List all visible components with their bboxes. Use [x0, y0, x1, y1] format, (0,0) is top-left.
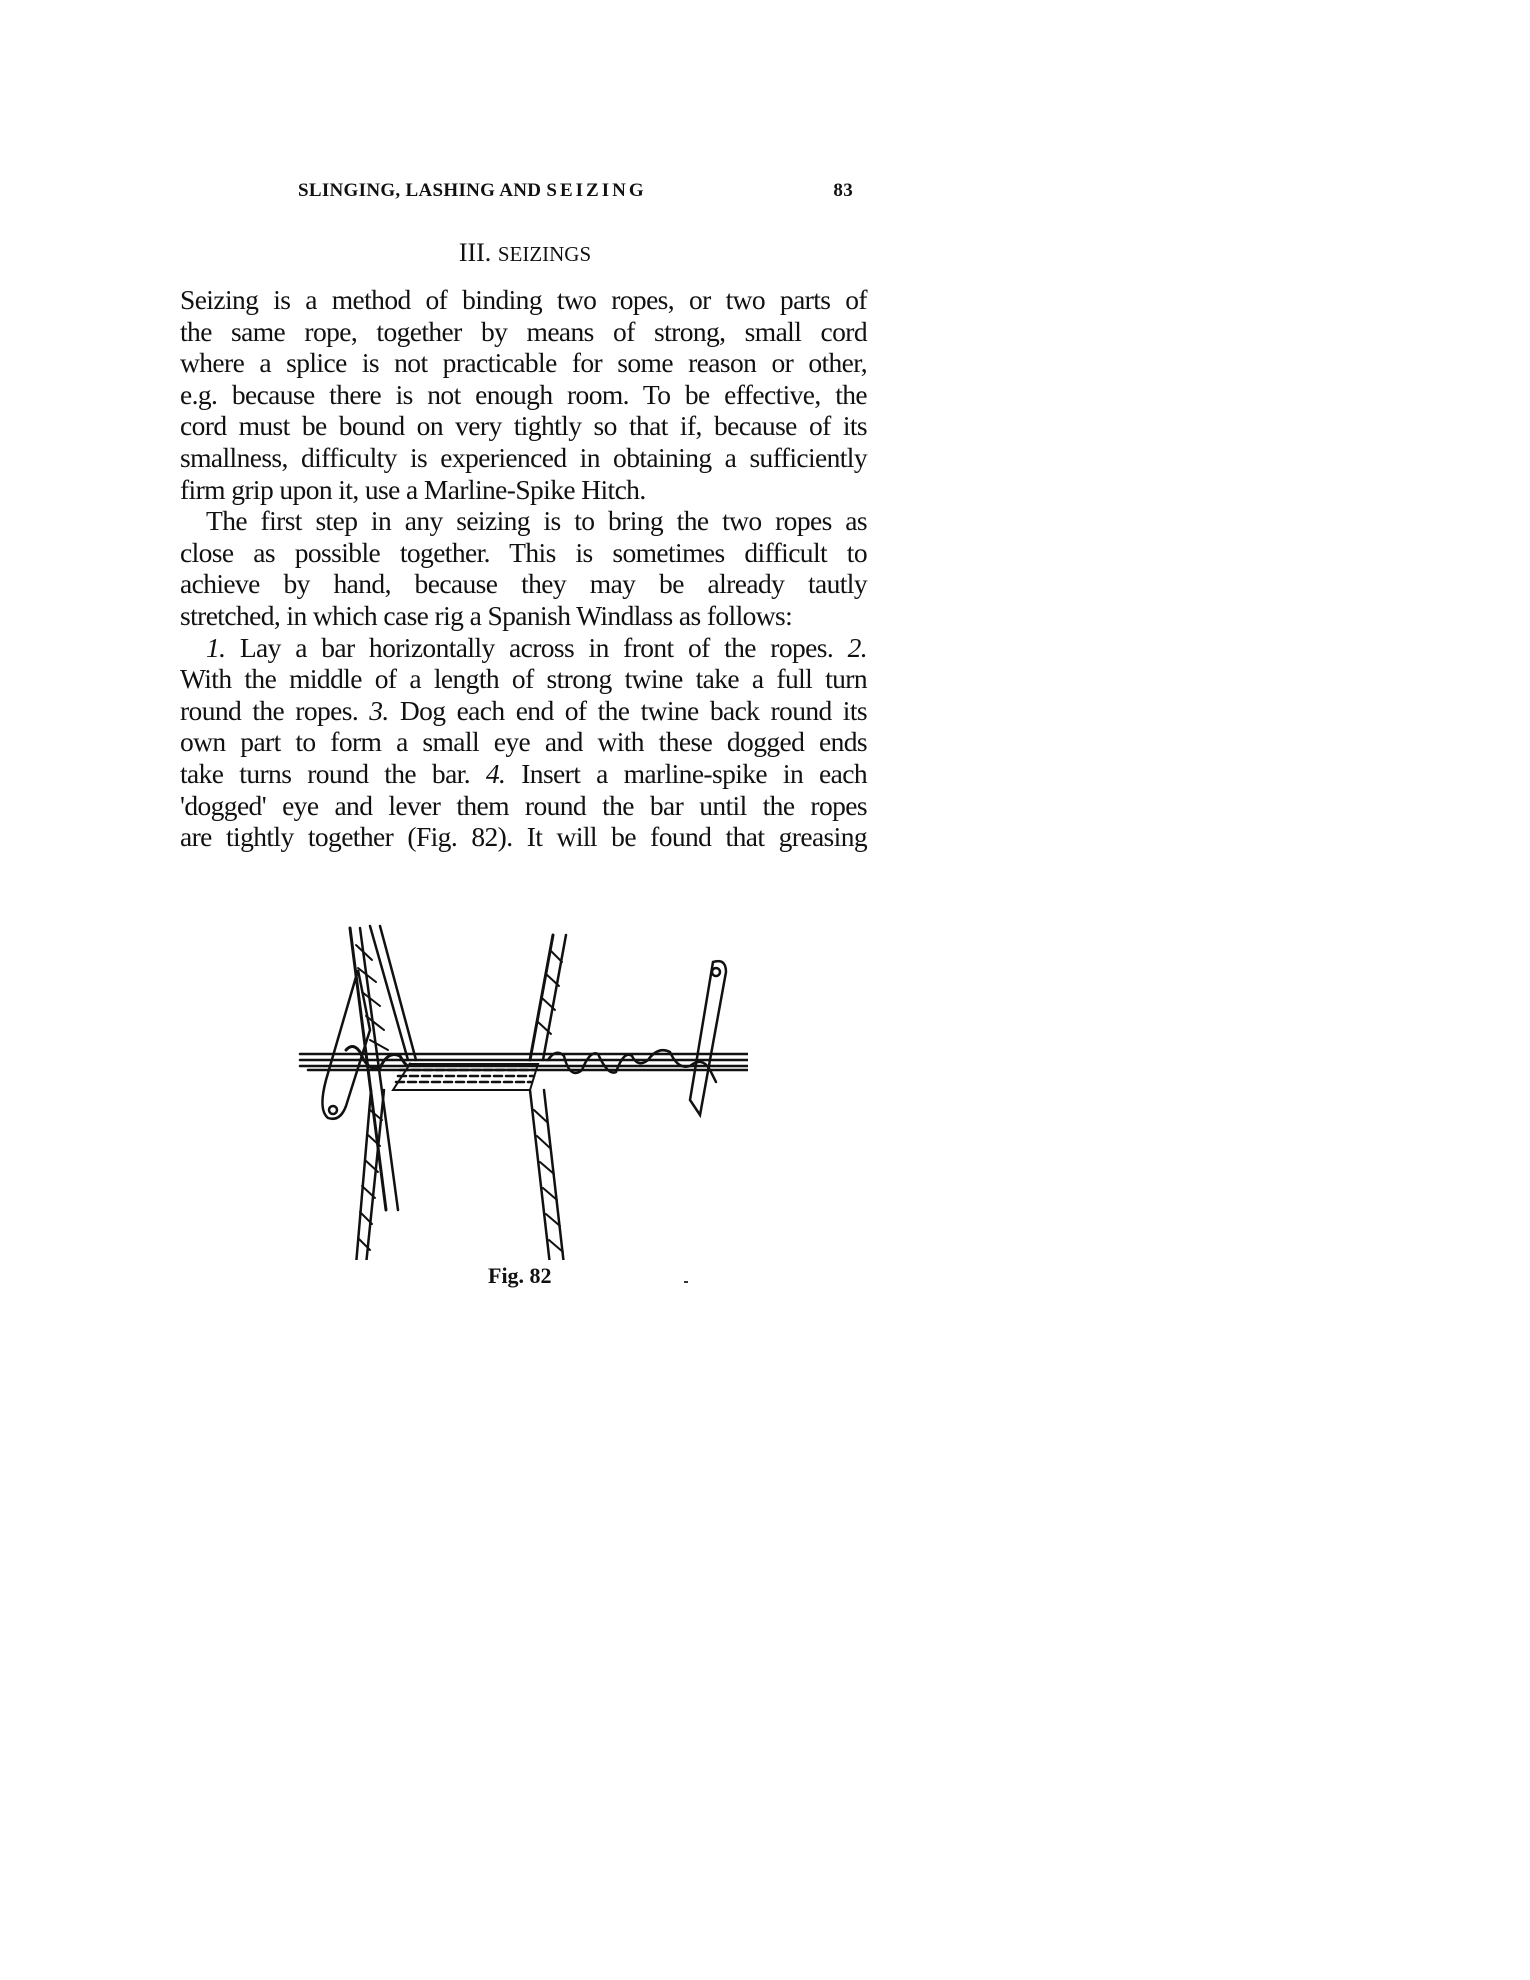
paragraph-2 — [180, 505, 867, 631]
text-line: smallness, difficulty is experienced in obtaining a sufficiently — [180, 441, 867, 473]
stray-mark — [684, 1281, 688, 1283]
section-title — [180, 238, 870, 268]
running-head-title — [298, 180, 647, 202]
figure-spanish-windlass — [298, 910, 748, 1260]
text-line — [180, 695, 867, 727]
text-line: achieve by hand, because they may be already tautly — [180, 568, 867, 600]
running-head-title-part1: SLINGING, LASHING AND — [298, 180, 547, 201]
figure-caption: Fig. 82 — [488, 1263, 552, 1288]
text-line: are tightly together (Fig. 82). It will be found that greasing — [180, 821, 867, 853]
text-line: The first step in any seizing is to bring the two ropes as — [206, 505, 867, 537]
running-head-title-part2: SEIZING — [546, 180, 647, 201]
text-line: own part to form a small eye and with these dogged ends — [180, 726, 867, 758]
text-line — [180, 758, 867, 790]
text-line: stretched, in which case rig a Spanish Windlass as follows: — [180, 599, 793, 631]
section-numeral: III. — [458, 238, 492, 267]
running-head — [298, 180, 868, 206]
text-line: With the middle of a length of strong twine take a full turn — [180, 663, 867, 695]
text-line: firm grip upon it, use a Marline-Spike Hitch. — [180, 473, 646, 505]
section-title-text: SEIZINGS — [497, 242, 592, 266]
step-text: round the ropes. — [180, 694, 370, 726]
step-text: Insert a marline-spike in each — [505, 757, 867, 789]
paragraph-3-steps — [180, 632, 867, 853]
step-text: Dog each end of the twine back round its — [388, 694, 867, 726]
text-line: cord must be bound on very tightly so that if, because of its — [180, 410, 867, 442]
page-number: 83 — [833, 180, 853, 201]
text-line — [180, 632, 867, 664]
body-text — [180, 284, 867, 853]
spanish-windlass-illustration — [298, 910, 748, 1260]
step-number: 1. — [206, 631, 226, 663]
text-line: close as possible together. This is sometimes difficult to — [180, 536, 867, 568]
text-line: 'dogged' eye and lever them round the bar until the ropes — [180, 789, 867, 821]
text-line: where a splice is not practicable for some reason or other, — [180, 347, 867, 379]
text-line: Seizing is a method of binding two ropes, or two parts of — [180, 284, 867, 315]
text-line: the same rope, together by means of strong, small cord — [180, 315, 867, 347]
text-line: e.g. because there is not enough room. To be effective, the — [180, 378, 867, 410]
step-number: 2. — [847, 631, 867, 663]
step-number: 4. — [485, 757, 506, 789]
paragraph-1 — [180, 284, 867, 505]
step-number: 3. — [369, 694, 389, 726]
step-text: take turns round the bar. — [180, 757, 486, 789]
step-text: Lay a bar horizontally across in front of the ropes. — [225, 631, 848, 663]
